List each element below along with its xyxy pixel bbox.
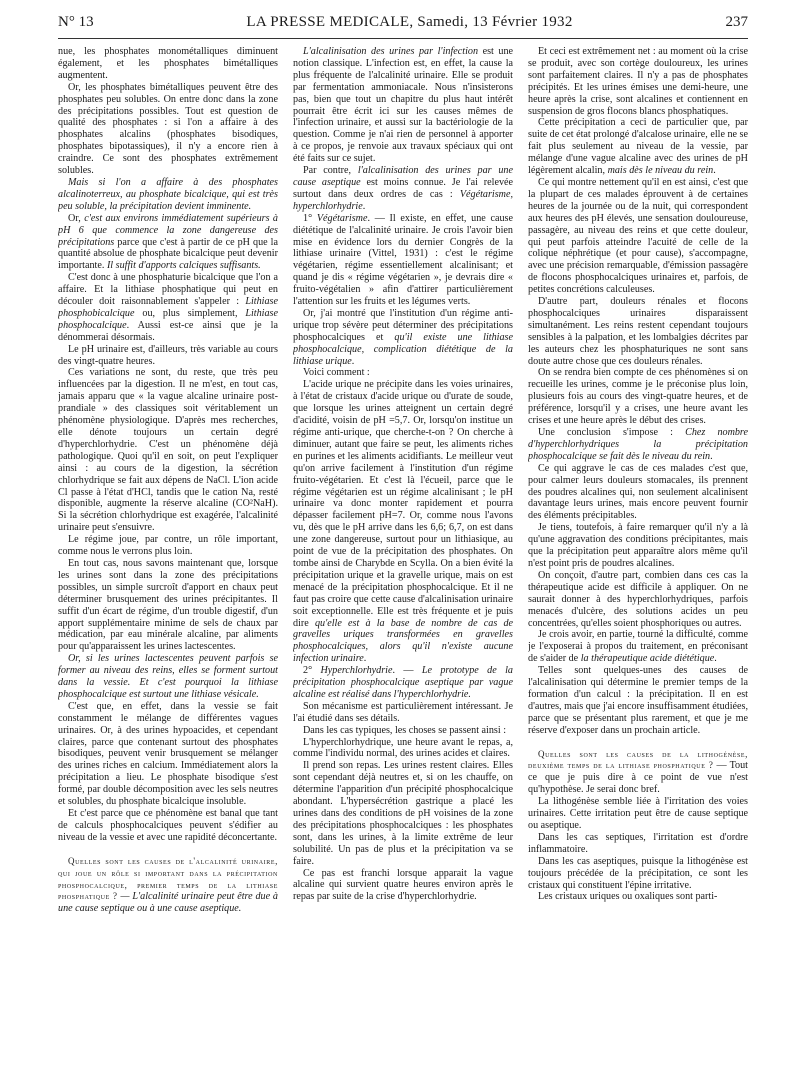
text-run: . — Il existe, en effet, une cause diététique de l'alcalinité urinaire. Je crois l'avoir bien mise en évidence lors du dernier Congrès de la lithiase urinaire (Vittel, 1931) : c'est le régime végétarien, régime essentiellement alcalinisant; et quand je dis « régime végétarien », je devrais dire « fruito-végétalien » afin d'attirer particulièrement l'attention sur les fruits et les légumes verts. bbox=[293, 212, 513, 308]
text-run: . bbox=[713, 165, 716, 177]
paragraph: Ce qui aggrave le cas de ces malades c'est que, pour calmer leurs douleurs stomacales, ils prennent des poudres alcalines qui, non seulement alcalinisent davantage leurs urines, mais encore peuvent fournir des éléments précipitables. bbox=[528, 462, 748, 522]
italic-text: Or, si les urines lactescentes peuvent parfois se former au niveau des reins, elles se forment surtout dans la vessie. Et c'est pourquoi la lithiase phosphocalcique est surtout une lithiase vésicale. bbox=[58, 653, 278, 700]
text-run: L'acide urique ne précipite dans les voies urinaires, à l'état de cristaux d'acide urique ou d'urate de soude, que lorsque les urines atteignent un certain degré d'acidité, voisin de pH =5,7. Or, lorsqu'on institue un régime anti-urique, que cherche-t-on ? On cherche à diminuer, autant que faire se peut, les aliments riches en purines et les aliments acidifiants. Le meilleur veut qu'on arrive facilement à l'institution d'un régime fruito-végétarien. Et c'est là l'écueil, parce que le régime végétarien est un régime alcalinisant ; le pH urinaire va donc monter rapidement et pourra dépasser facilement pH=7. Or, comme nous l'avons vu, dès que le pH arrive dans les 6,6; 6,7, on est dans une zone dangereuse, surtout pour un lithiasique, au point de vue de la précipitation des phosphates. On tombe ainsi de Charybde en Scylla. On a bien évité la précipitation urique et la gravelle urique, mais on est menacé de la précipitation phosphocalcique. Et il ne faut pas croire que cette cause d'alcalinisation urinaire soit exceptionnelle. Elle est très fréquente et je puis dire bbox=[293, 379, 513, 629]
paragraph bbox=[293, 308, 513, 368]
paragraph: Or, les phosphates bimétalliques peuvent être des phosphates peu solubles. On entre donc dans la zone des précipitations possibles. Tout est question de qualité des phosphates : si l'on a affaire à des phosphates alcalins (phosphates bisodiques, phosphates bipotassiques), il n'y a encore rien à craindre. Ce sont des phosphates extrêmement solubles. bbox=[58, 81, 278, 177]
paragraph: Voici comment : bbox=[303, 367, 370, 379]
paragraph bbox=[58, 177, 278, 213]
paragraph: On conçoit, d'autre part, combien dans ces cas la thérapeutique acide est difficile à appliquer. On ne saurait donner à des hyperchlorhydriques, parfois menacés d'ulcère, des solutions acides un peu concentrées, qu'elles soient phosphoriques ou autres. bbox=[528, 569, 748, 629]
paragraph bbox=[528, 117, 748, 177]
text-run: parce que c'est à partir de ce pH que la quantité absolue de phosphate bicalcique peut devenir importante. bbox=[58, 236, 278, 272]
paragraph: La lithogénèse semble liée à l'irritation des voies urinaires. Cette irritation peut être de cause septique ou aseptique. bbox=[528, 796, 748, 831]
column-right bbox=[528, 46, 748, 1076]
paragraph: C'est que, en effet, dans la vessie se fait constamment le mélange de différentes vagues urinaires. Or, à des urines hypoacides, et cependant claires, parce que contenant surtout des phosphates bisodiques, peuvent venir brusquement se mélanger des urines riches en calcium. Immédiatement alors la précipitation a lieu. Le phosphate bisodique s'est formé, par double décomposition avec les sels neutres et solubles, du phosphate bicalcique insoluble. bbox=[58, 700, 278, 808]
text-run: est moins connue. Je l'ai relevée surtout dans deux ordres de cas : bbox=[293, 176, 513, 200]
paragraph: On se rendra bien compte de ces phénomènes si on recueille les urines, comme je le préconise plus loin, plusieurs fois au cours des vingt-quatre heures, et de préférence, lorsqu'il y a crises, une heure avant les crises et une heure après le début des crises. bbox=[528, 367, 748, 427]
text-run: . bbox=[363, 653, 367, 665]
text-run: . bbox=[362, 200, 366, 212]
text-run: Cette précipitation a ceci de particulier que, par suite de cet état prolongé d'alcalose urinaire, elle ne se fait plus seulement au niveau de la vessie, par mélange d'une vague alcaline avec des urines de pH légèrement alcalin, bbox=[528, 117, 748, 177]
small-caps-heading: Quelles sont les causes de la lithogénèse, deuxième temps de la lithiase phosphatique ? bbox=[528, 748, 748, 771]
article-columns bbox=[58, 46, 748, 1076]
text-run: — Tout ce que je puis dire à ce point de vue n'est qu'hypothèse. Je serai donc bref. bbox=[528, 760, 748, 796]
paragraph: Il prend son repas. Les urines restent claires. Elles sont cependant déjà neutres et, si on les chauffe, on détermine l'apparition d'un précipité phosphocalcique abondant. L'hypersécrétion gastrique a placé les urines dans des conditions de pH voisines de la zone des précipitations phosphocalciques : les phosphates sont, dans les urines, à la limite extrême de leur solubilité. Un pas de plus et la précipitation va se faire. bbox=[293, 760, 513, 867]
paragraph: Et c'est parce que ce phénomène est banal que tant de calculs phosphocalciques peuvent s'édifier au niveau de la vessie et avec une rapidité déconcertante. bbox=[58, 808, 278, 843]
italic-text: qu'il existe une lithiase phosphocalcique, complication diététique de la lithiase urique bbox=[293, 331, 513, 367]
italic-text: Végétarisme bbox=[316, 212, 368, 224]
paragraph: Dans les cas typiques, les choses se passent ainsi : bbox=[303, 724, 507, 736]
paragraph: nue, les phosphates monométalliques diminuent également, et les phosphates bimétalliques augmentent. bbox=[58, 46, 278, 81]
text-run: est une notion classique. L'infection est, en effet, la cause la plus fréquente de l'alcalinité urinaire. Elle se produit par fermentation ammoniacale. Nous n'insisterons pas, bien que tout un chapitre du plus haut intérêt pourrait être écrit ici sur les causes mêmes de l'infection urinaire, et aussi sur la bactériologie de la question. Comme je n'ai rien de personnel à apporter à ce propos, je renvoie aux travaux spéciaux qui ont été faits sur ce sujet. bbox=[293, 46, 513, 165]
paragraph bbox=[58, 272, 278, 343]
italic-text: mais dès le niveau du rein bbox=[607, 165, 714, 177]
italic-text: l'alcalinisation des urines par une cause aseptique bbox=[293, 165, 513, 188]
paragraph bbox=[293, 46, 513, 165]
italic-text: Mais si l'on a affaire à des phosphates alcalinoterreux, au phosphate bicalcique, qui est très peu soluble, la précipitation devient imminente. bbox=[58, 176, 278, 212]
text-run: 2° bbox=[303, 665, 321, 677]
paragraph: L'hyperchlorhydrique, une heure avant le repas, a, comme l'individu normal, des urines acides et claires. bbox=[293, 736, 513, 760]
paragraph: Je tiens, toutefois, à faire remarquer qu'il n'y a là qu'une aggravation des conditions précipitantes, mais que la précipitation peut apparaître alors même qu'il n'est point pris de poudres alcalines. bbox=[528, 522, 748, 569]
text-run: . bbox=[710, 450, 713, 462]
text-run: Par contre, bbox=[303, 165, 358, 177]
italic-text: la thérapeutique acide diététique bbox=[580, 653, 715, 665]
paragraph: Dans les cas septiques, l'irritation est d'ordre inflammatoire. bbox=[528, 831, 748, 855]
italic-text: L'alcalinisation des urines par l'infection bbox=[303, 46, 479, 57]
paragraph bbox=[293, 213, 513, 308]
text-run: . Aussi est-ce ainsi que je la dénommerai désormais. bbox=[58, 319, 278, 343]
paragraph: D'autre part, douleurs rénales et flocons phosphocalciques urinaires disparaissent simultanément. Les reins restent cependant toujours sensibles à la palpation, et les lombalgies décrites par les auteurs chez les phosphaturiques ne sont sans doute autre chose que ces douleurs rénales. bbox=[528, 296, 748, 367]
text-run: . bbox=[351, 355, 355, 367]
italic-text: c'est aux environs immédiatement supérieurs à pH 6 que commence la zone dangereuse des précipitations bbox=[58, 212, 278, 248]
column-left bbox=[58, 46, 278, 1076]
page-number: 237 bbox=[725, 14, 748, 30]
italic-text: Végétarisme, hyperchlorhydrie bbox=[293, 188, 513, 212]
text-run: Une conclusion s'impose : bbox=[538, 427, 686, 438]
paragraph bbox=[293, 665, 513, 701]
section-heading bbox=[58, 856, 278, 916]
issue-number: N° 13 bbox=[58, 14, 94, 30]
column-middle bbox=[293, 46, 513, 1076]
paragraph: Dans les cas aseptiques, puisque la lithogénèse est toujours précédée de la précipitation, ce sont les cristaux qui constituent l'épine irritative. bbox=[528, 855, 748, 891]
section-heading bbox=[528, 749, 748, 797]
journal-title-date: LA PRESSE MEDICALE, Samedi, 13 Février 1932 bbox=[246, 14, 573, 30]
paragraph: Les cristaux uriques ou oxaliques sont parti- bbox=[538, 891, 718, 903]
paragraph: Le pH urinaire est, d'ailleurs, très variable au cours des vingt-quatre heures. bbox=[58, 343, 278, 367]
text-run: 1° bbox=[303, 212, 317, 224]
paragraph: Le régime joue, par contre, un rôle important, comme nous le verrons plus loin. bbox=[58, 534, 278, 558]
paragraph bbox=[293, 379, 513, 665]
italic-text: Hyperchlorhydrie bbox=[320, 665, 393, 677]
small-caps-heading: Quelles sont les causes de l'alcalinité urinaire, qui joue un rôle si important dans la précipitation phosphocalcique, premier temps de la lithiase phosphatique ? bbox=[58, 855, 278, 902]
paragraph: Et ceci est extrêmement net : au moment où la crise se produit, avec son cortège douloureux, les urines sont parfaitement claires. Il n'y a pas de phosphates précipités. Et les urines émises une demi-heure, une heure après la crise, sont alcalines et contiennent en suspension de gros flocons blancs phosphatiques. bbox=[528, 46, 748, 117]
paragraph: Telles sont quelques-unes des causes de l'alcalinisation qui détermine le premier temps de la formation d'un calcul : la précipitation. Il en est d'autres, mais que j'ai encore insuffisamment étudiées, parce que se présentant plus rarement, et que je me réserve d'exposer dans un prochain article. bbox=[528, 665, 748, 736]
header-rule bbox=[58, 38, 748, 39]
paragraph bbox=[293, 165, 513, 213]
text-run: . — bbox=[392, 665, 422, 677]
paragraph: Ces variations ne sont, du reste, que très peu influencées par la digestion. Il ne m'est, en tout cas, jamais apparu que « la vague alcaline urinaire post-prandiale » des classiques soit véritablement un phénomène physiologique. D'après mes recherches, elle dénote toujours un certain degré d'hyperchlorhydrie. C'est un phénomène déjà pathologique. Quoi qu'il en soit, on peut l'expliquer ainsi : au cours de la digestion, la sécrétion chlorhydrique se fait aux dépens de NaCl. L'ion acide Cl passe à l'état d'HCl, tandis que le cation Na, resté disponible, augmente la réserve alcaline (CO²NaH). Si la sécrétion chlorhydrique est exagérée, l'alcalinité urinaire peut s'ensuivre. bbox=[58, 367, 278, 534]
italic-text: qu'elle est à la base de nombre de cas de gravelles uriques transformées en gravelles phosphocalciques, alors qu'il n'existe aucune infection urinaire bbox=[293, 617, 513, 665]
paragraph bbox=[58, 653, 278, 701]
italic-text: Le prototype de la précipitation phosphocalcique aseptique par vague alcaline est réalisé dans l'hyperchlorhydrie. bbox=[293, 665, 513, 700]
paragraph: En tout cas, nous savons maintenant que, lorsque les urines sont dans la zone des précipitations possibles, un simple surcroît d'apport en chaux peut déterminer brusquement des urines précipitantes. Il suffit d'un écart de régime, d'un trouble digestif, d'un apport supplémentaire minime de sels de chaux par médication, par eau minérale alcaline, par aliments pour qu'apparaissent les urines lactescentes. bbox=[58, 557, 278, 653]
italic-text: Chez nombre d'hyperchlorhydriques la précipitation phosphocalcique se fait dès le niveau du rein bbox=[528, 427, 748, 462]
text-run: Je crois avoir, en partie, tourné la difficulté, comme je l'exposerai à propos du traitement, en préconisant de s'aider de bbox=[528, 629, 748, 665]
page-header bbox=[58, 14, 748, 36]
italic-text: Lithiase phosphobicalcique bbox=[58, 296, 278, 319]
paragraph bbox=[58, 213, 278, 273]
italic-text: — L'alcalinité urinaire peut être due à une cause septique ou à une cause aseptique. bbox=[58, 891, 278, 915]
paragraph: Ce qui montre nettement qu'il en est ainsi, c'est que la plupart de ces malades éprouvent à de certaines heures de la journée ou de la nuit, qui correspondent aux heures des pH élevés, une sensation douloureuse, passagère, au niveau des reins et que cette douleur, qui peut parfois atteindre l'acuité de celle de la colique néphrétique (et pour cause), s'accompagne, avec une précision remarquable, d'émission passagère de flocons phosphocalciques urinaires et, parfois, de petites concrétions calculeuses. bbox=[528, 176, 748, 296]
paragraph bbox=[528, 629, 748, 665]
text-run: Or, j'ai montré que l'institution d'un régime anti-urique trop sévère peut déterminer des précipitations phosphocalciques et bbox=[293, 307, 513, 343]
italic-text: Lithiase phosphocalcique bbox=[58, 307, 278, 331]
italic-text: Il suffit d'apports calciques suffisants. bbox=[106, 260, 261, 272]
paragraph: Ce pas est franchi lorsque apparait la vague alcaline qui survient quatre heures environ après le repas par suite de la crise d'hyperchlorhydrie. bbox=[293, 867, 513, 903]
paragraph: Son mécanisme est particulièrement intéressant. Je l'ai étudié dans ses détails. bbox=[293, 700, 513, 724]
text-run: ou, plus simplement, bbox=[134, 307, 246, 319]
paragraph bbox=[528, 427, 748, 463]
text-run: Or, bbox=[68, 212, 85, 224]
text-run: . bbox=[714, 653, 717, 665]
text-run: C'est donc à une phosphaturie bicalcique que l'on a affaire. Et la lithiase phosphatique qui peut en découler doit raisonnablement s'appeler : bbox=[58, 272, 278, 308]
